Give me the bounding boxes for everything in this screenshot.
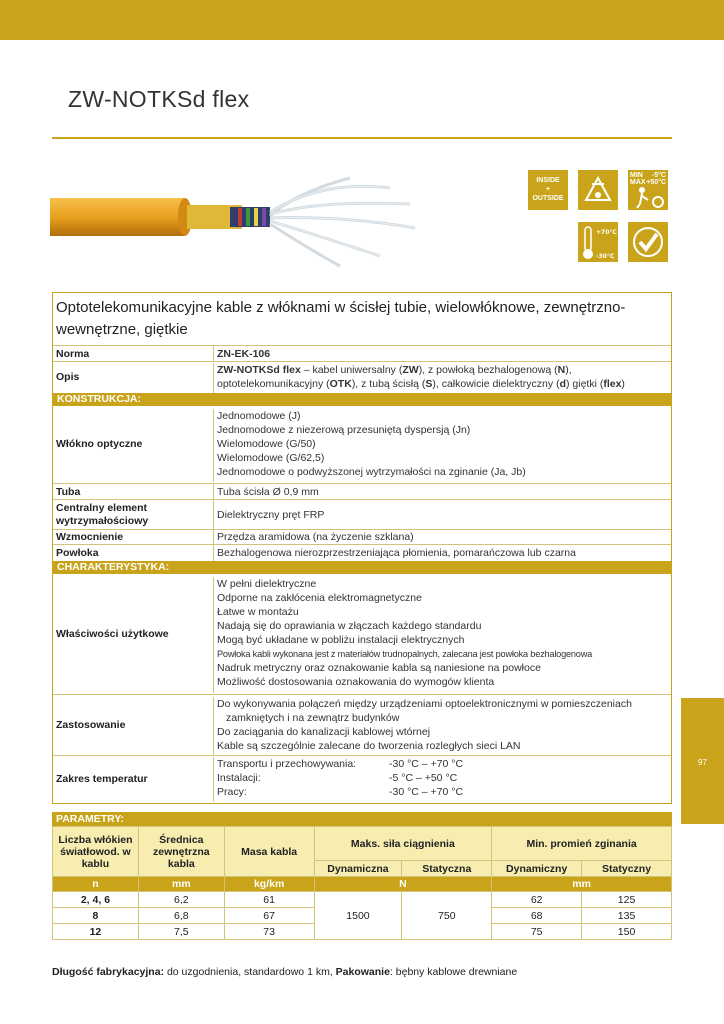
parameters-header: PARAMETRY: [52, 812, 672, 826]
cell-bend-dynamic: 62 [492, 892, 582, 908]
unit-mass: kg/km [224, 877, 314, 892]
col-bend-static: Statyczny [582, 861, 672, 877]
temp-row-name: Instalacji: [217, 772, 261, 784]
cell-fibers: 8 [53, 908, 139, 924]
opis-part: ) giętki ( [565, 378, 604, 390]
cell-mass: 61 [224, 892, 314, 908]
spec-value-zastosowanie [213, 697, 669, 755]
cable-illustration [50, 158, 420, 268]
spec-value-tuba: Tuba ścisła Ø 0,9 mm [213, 484, 669, 500]
opis-part: ), z powłoką bezhalogenową ( [418, 364, 558, 376]
cell-mass: 67 [224, 908, 314, 924]
cell-bend-static: 135 [582, 908, 672, 924]
unit-bend: mm [492, 877, 672, 892]
wlokno-line: Jednomodowe z niezerową przesuniętą dyspersją (Jn) [217, 424, 471, 436]
opis-part: d [559, 378, 566, 390]
wlokno-line: Wielomodowe (G/50) [217, 438, 316, 450]
opis-part: S [425, 378, 433, 390]
inside-outside-icon: INSIDE + OUTSIDE [528, 170, 568, 210]
thermometer-icon [578, 222, 618, 262]
spec-row-opis [53, 361, 671, 392]
spec-value-wlasciwosci [213, 577, 669, 693]
cell-bend-static: 125 [582, 892, 672, 908]
spec-value-norma: ZN-EK-106 [213, 346, 669, 362]
spec-label-wlokno: Włókno optyczne [56, 438, 143, 450]
section-charakterystyka: CHARAKTERYSTYKA: [53, 561, 671, 574]
svg-text:+70°C: +70°C [596, 229, 617, 236]
cell-fibers: 12 [53, 924, 139, 940]
wlasciwosci-line: W pełni dielektryczne [217, 578, 317, 590]
checkmark-icon [628, 222, 668, 262]
spec-heading: Optotelekomunikacyjne kable z włóknami w ścisłej tubie, wielowłóknowe, zewnętrzno-wewnętrzne, giętkie [56, 299, 626, 338]
cell-bend-dynamic: 68 [492, 908, 582, 924]
opis-part: ZW-NOTKSd flex [217, 364, 301, 376]
spec-box [52, 292, 672, 804]
spec-label-zastosowanie: Zastosowanie [56, 718, 126, 731]
spec-label-norma: Norma [56, 347, 90, 360]
page-number: 97 [698, 758, 707, 767]
spec-value-wlokno [213, 409, 669, 482]
col-fibers: Liczba włókien światłowod. w kablu [53, 827, 139, 877]
col-bend: Min. promień zginania [492, 827, 672, 861]
wlokno-line: Jednomodowe (J) [217, 410, 301, 422]
parameters-table [52, 826, 672, 940]
spec-label-powloka: Powłoka [56, 546, 99, 559]
side-tab [681, 698, 724, 824]
packing-value: : bębny kablowe drewniane [389, 966, 518, 978]
units-row [53, 877, 672, 892]
spec-label-centralny: Centralny element wytrzymałościowy [56, 502, 149, 527]
spec-row-zastosowanie [53, 694, 671, 754]
cell-bend-dynamic: 75 [492, 924, 582, 940]
cell-mass: 73 [224, 924, 314, 940]
cell-diameter: 6,8 [138, 908, 224, 924]
wlasciwosci-line: Nadają się do oprawiania w złączach każdego standardu [217, 620, 482, 632]
cell-bend-static: 150 [582, 924, 672, 940]
feature-icons [528, 170, 668, 265]
zastosowanie-line: zamkniętych i na zewnątrz budynków [226, 712, 400, 724]
opis-part: flex [603, 378, 622, 390]
temp-row-name: Transportu i przechowywania: [217, 758, 357, 770]
wlasciwosci-line: Nadruk metryczny oraz oznakowanie kabla są naniesione na powłoce [217, 662, 541, 674]
length-value: do uzgodnienia, standardowo 1 km, [164, 966, 336, 978]
unit-diameter: mm [138, 877, 224, 892]
spec-label-wlasciwosci: Właściwości użytkowe [56, 627, 169, 640]
wlasciwosci-line: Łatwe w montażu [217, 606, 299, 618]
wlasciwosci-line: Możliwość dostosowania oznakowania do wymogów klienta [217, 676, 495, 688]
packing-label: Pakowanie [335, 966, 390, 978]
opis-part: – kabel uniwersalny ( [300, 364, 403, 376]
spec-value-powloka: Bezhalogenowa nierozprzestrzeniająca płomienia, pomarańczowa lub czarna [213, 545, 669, 561]
wlasciwosci-line: Mogą być układane w pobliżu instalacji elektrycznych [217, 634, 465, 646]
svg-text:-30°C: -30°C [596, 253, 615, 260]
opis-part: ), optotelekomunikacyjny ( [217, 364, 572, 390]
cable-rack-icon [578, 170, 618, 210]
opis-part: ), całkowicie dielektryczny ( [432, 378, 560, 390]
unit-tension: N [314, 877, 492, 892]
cable-drawing [50, 158, 420, 268]
spec-row-powloka [53, 544, 671, 560]
spec-label-tuba: Tuba [56, 485, 81, 498]
col-mass: Masa kabla [224, 827, 314, 877]
temp-row-value: -5 °C – +50 °C [389, 772, 458, 784]
spec-row-norma [53, 345, 671, 361]
footer-note [52, 966, 672, 978]
table-row [53, 892, 672, 908]
opis-part: ), z tubą ścisłą ( [351, 378, 426, 390]
spec-label-wzmocnienie: Wzmocnienie [56, 531, 124, 543]
spec-value-wzmocnienie: Przędza aramidowa (na życzenie szklana) [213, 530, 669, 545]
cell-diameter: 7,5 [138, 924, 224, 940]
col-diameter: Średnica zewnętrzna kabla [138, 827, 224, 877]
col-tension: Maks. siła ciągnienia [314, 827, 492, 861]
spec-value-temperatura [213, 757, 669, 802]
opis-part: OTK [329, 378, 352, 390]
wlokno-line: Jednomodowe o podwyższonej wytrzymałości na zginanie (Ja, Jb) [217, 466, 526, 478]
wlasciwosci-line: Powłoka kabli wykonana jest z materiałów trudnopalnych, zalecana jest powłoka bezhalogenowa [217, 649, 593, 659]
title-divider [52, 137, 672, 139]
col-bend-dynamic: Dynamiczny [492, 861, 582, 877]
spec-row-wzmocnienie [53, 529, 671, 544]
temp-row [217, 757, 669, 771]
installation-temp-icon: MIN MAX -5°C +50°C [628, 170, 668, 210]
spec-row-temperatura [53, 755, 671, 801]
spec-row-centralny [53, 499, 671, 529]
zastosowanie-line: Do zaciągania do kanalizacji kablowej wtórnej [217, 726, 431, 738]
temp-row-name: Pracy: [217, 786, 247, 798]
temp-row [217, 771, 669, 785]
temp-row [217, 785, 669, 799]
spec-value-opis [213, 363, 669, 393]
cell-fibers: 2, 4, 6 [53, 892, 139, 908]
cell-diameter: 6,2 [138, 892, 224, 908]
spec-label-temperatura: Zakres temperatur [56, 772, 148, 785]
wlokno-line: Wielomodowe (G/62,5) [217, 452, 325, 464]
page-title: ZW-NOTKSd flex [68, 86, 250, 112]
zastosowanie-line: Do wykonywania połączeń między urządzeniami optoelektronicznymi w pomieszczeniach [217, 698, 632, 710]
opis-part: ) [621, 378, 625, 390]
opis-part: ZW [402, 364, 419, 376]
unit-fibers: n [53, 877, 139, 892]
spec-value-centralny: Dielektryczny pręt FRP [213, 500, 669, 530]
col-tension-dynamic: Dynamiczna [314, 861, 402, 877]
spec-row-wlasciwosci [53, 575, 671, 693]
col-tension-static: Statyczna [402, 861, 492, 877]
temp-row-value: -30 °C – +70 °C [389, 758, 464, 770]
wlasciwosci-line: Odporne na zakłócenia elektromagnetyczne [217, 592, 422, 604]
zastosowanie-line: Kable są szczególnie zalecane do tworzenia rozległych sieci LAN [217, 740, 521, 752]
cell-tension-static: 750 [402, 892, 492, 940]
top-accent-bar [0, 0, 724, 40]
opis-part: N [557, 364, 566, 376]
spec-row-tuba [53, 483, 671, 499]
spec-row-wlokno [53, 407, 671, 482]
spec-label-opis: Opis [56, 371, 80, 383]
length-label: Długość fabrykacyjna: [52, 966, 165, 978]
temp-row-value: -30 °C – +70 °C [389, 786, 464, 798]
cell-tension-dynamic: 1500 [314, 892, 402, 940]
section-konstrukcja: KONSTRUKCJA: [53, 393, 671, 406]
